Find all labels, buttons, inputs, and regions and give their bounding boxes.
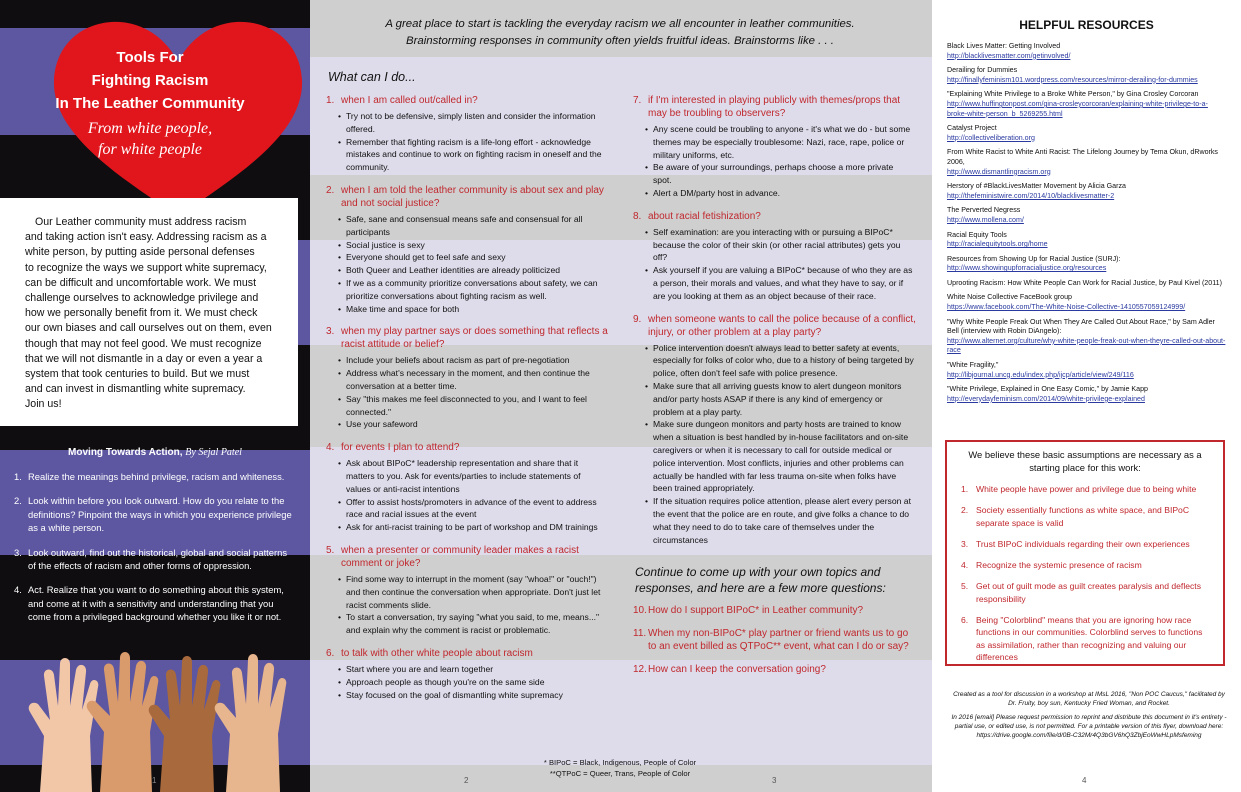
assumption-number: 1.	[961, 484, 969, 494]
resource-link[interactable]: http://www.huffingtonpost.com/gina-crosleycorcoran/explaining-white-privilege-to-a-broke-white-person_b_5269255.html	[947, 99, 1208, 118]
page-number: 3	[772, 776, 777, 785]
intro-line: how we personally benefit from it. We must check	[25, 307, 258, 320]
intro-paragraph	[0, 198, 298, 426]
resource-item	[947, 90, 1227, 119]
resource-item	[947, 148, 1227, 177]
resource-title: From White Racist to White Anti Racist: The Lifelong Journey by Tema Okun, dRworks 2006,	[947, 148, 1218, 166]
section-heading: What can I do...	[328, 70, 416, 84]
bullet-point: • To start a conversation, try saying "what you said, to me, means..." and explain why the comment is racist or problematic.	[326, 611, 607, 637]
page-number: 4	[1082, 776, 1087, 785]
bullet-point: • Ask for anti-racist training to be part of workshop and DM trainings	[326, 521, 607, 534]
intro-line: Join us!	[25, 398, 62, 411]
bullet-point: • Make sure dungeon monitors and party hosts are trained to know when a situation is best handled by in-house facilitators and on-site caregivers or when it is necessary to call for outside medical or police intervention. Most conflicts, injuries and other problems can actually be handled with far less trauma on-site when folks have been trained appropriately.	[633, 418, 914, 495]
heart-title	[30, 46, 270, 115]
assumption-item	[961, 559, 1209, 571]
hand-icon	[149, 656, 221, 792]
intro-line: challenge ourselves to acknowledge privilege and	[25, 292, 259, 305]
resource-item	[947, 124, 1227, 143]
credit-line: In 2016 [email] Please request permission to reprint and distribute this document in it's entirety - partial use, or edited use, is not permitted. For a printable version of this flyer, download here: https://drive.google.com/file/d/0B-C32Mr4Q3bGV6hQ3ZbjEoWwHLpMsfeming	[951, 714, 1227, 739]
question-heading	[326, 325, 611, 351]
bullet-point: • Say "this makes me feel disconnected to you, and I want to feel connected."	[326, 393, 607, 419]
question-block	[633, 313, 918, 547]
bullet-point: • Make time and space for both	[326, 303, 607, 316]
credits	[950, 690, 1228, 745]
question-heading	[326, 94, 611, 107]
bullet-point: • Start where you are and learn together	[326, 663, 607, 676]
question-number: 10.	[633, 605, 647, 617]
item-number: 1.	[14, 471, 22, 482]
resource-item	[947, 361, 1227, 380]
panel-1	[0, 0, 310, 792]
question-text: when I am called out/called in?	[341, 95, 478, 106]
hand-icon	[215, 654, 287, 792]
assumption-text: Society essentially functions as white space, and BIPoC separate space is valid	[976, 505, 1190, 528]
question-block	[326, 184, 611, 315]
footnote: **QTPoC = Queer, Trans, People of Color	[549, 769, 691, 778]
question-block	[633, 210, 918, 303]
heart-title-line: Fighting Racism	[91, 72, 209, 89]
resource-title: Herstory of #BlackLivesMatter Movement by Alicia Garza	[947, 182, 1126, 191]
item-number: 4.	[14, 584, 22, 596]
hand-icon	[87, 652, 159, 792]
bullet-point: • Ask yourself if you are valuing a BIPoC* because of who they are as a person, their morals and values, and what they have to say, or if are you looking at them as an object because of their race.	[633, 264, 914, 302]
intro-line: that we will not dismantle in a day or even a year a	[25, 352, 263, 365]
question-block	[633, 663, 918, 676]
question-number: 11.	[633, 628, 647, 640]
assumption-text: Recognize the systemic presence of racism	[976, 560, 1142, 571]
bullet-point: • Include your beliefs about racism as part of pre-negotiation	[326, 354, 607, 367]
question-text: when my play partner says or does something that reflects a racist attitude or belief?	[341, 326, 608, 351]
bullet-point: • Everyone should get to feel safe and sexy	[326, 251, 607, 264]
resource-title: Catalyst Project	[947, 124, 997, 133]
question-text: When my non-BIPoC* play partner or friend wants us to go to an event billed as QTPoC** event, what can I do or say?	[648, 628, 909, 653]
resource-item	[947, 385, 1227, 404]
question-block	[326, 94, 611, 174]
resource-link[interactable]: http://www.alternet.org/culture/why-white-people-freak-out-when-theyre-called-out-about-race	[947, 336, 1226, 355]
bullet-point: • If we as a community prioritize conversations about safety, we can prioritize conversations about fighting racism as well.	[326, 277, 607, 303]
heart-title-line: Tools For	[116, 49, 184, 66]
resource-link[interactable]: http://libjournal.uncg.edu/index.php/ijcp/article/view/249/116	[947, 370, 1134, 379]
resource-title: "Why White People Freak Out When They Are Called Out About Race," by Sam Adler Bell (interview with Robin DiAngelo):	[947, 317, 1215, 336]
resource-item	[947, 66, 1227, 85]
resource-link[interactable]: https://www.facebook.com/The-White-Noise-Collective-1410557059124999/	[947, 303, 1186, 312]
credit-line: Created as a tool for discussion in a workshop at IMsL 2016, "Non POC Caucus," facilitated by Dr. Fruity, boy sun, Kentucky Fried Woman, and Rocket.	[953, 691, 1225, 707]
item-text: Act. Realize that you want to do something about this system, and come at it with a sensitivity and understanding that you come from a privileged background whether you like it or not.	[28, 584, 284, 623]
bullet-point: • Ask about BIPoC* leadership representation and share that it matters to you. Ask for events/parties to include statements of values or anti-racist intentions	[326, 457, 607, 495]
resource-link[interactable]: http://finallyfeminism101.wordpress.com/resources/mirror-derailing-for-dummies	[947, 75, 1198, 84]
resources-title: HELPFUL RESOURCES	[1019, 18, 1154, 32]
assumption-item	[961, 614, 1209, 663]
intro-line: can be difficult and uncomfortable work. We must	[25, 276, 257, 289]
assumption-number: 6.	[961, 615, 969, 626]
assumption-item	[961, 538, 1209, 550]
assumption-text: Get out of guilt mode as guilt creates paralysis and deflects responsibility	[976, 581, 1201, 604]
question-block	[633, 604, 918, 617]
bullet-point: • Police intervention doesn't always lead to better safety at events, especially for folks of color who, due to a history of being targeted by police, often don't feel safe with police presence.	[633, 342, 914, 380]
question-heading	[633, 313, 918, 339]
assumption-text: Being "Colorblind" means that you are ignoring how race functions in our communities. Colorblind serves to functions as assimilation, rather than recognizing and valuing our differences	[976, 615, 1203, 662]
question-number: 2.	[326, 184, 335, 196]
page-number: 1	[152, 776, 157, 785]
bullet-point: • Safe, sane and consensual means safe and consensual for all participants	[326, 213, 607, 239]
resource-title: White Noise Collective FaceBook group	[947, 293, 1072, 302]
bullet-point: • Stay focused on the goal of dismantling white supremacy	[326, 689, 607, 702]
resource-title: "Explaining White Privilege to a Broke White Person," by Gina Crosley Corcoran	[947, 90, 1199, 99]
heart-title-line: In The Leather Community	[55, 95, 245, 112]
question-number: 4.	[326, 442, 335, 454]
question-text: to talk with other white people about racism	[341, 647, 533, 659]
heart-subtitle	[40, 118, 260, 160]
action-item	[14, 494, 296, 534]
question-number: 1.	[326, 95, 335, 106]
question-heading	[326, 184, 611, 210]
bullet-point: • Social justice is sexy	[326, 239, 607, 252]
resource-item	[947, 206, 1227, 225]
question-heading	[633, 663, 918, 676]
intro-line: Our Leather community must address racism	[35, 216, 247, 228]
intro-line: our own biases and call ourselves out on them, even	[25, 322, 272, 335]
resource-title: "White Privilege, Explained in One Easy Comic," by Jamie Kapp	[947, 385, 1148, 394]
question-number: 5.	[326, 544, 335, 556]
question-heading	[326, 441, 611, 454]
bullet-point: • Any scene could be troubling to anyone - it's what we do - but some themes may be especially troublesome: Nazi, race, rape, police or military uniforms, etc.	[633, 123, 914, 161]
resource-item	[947, 293, 1227, 312]
bullet-point: • Offer to assist hosts/promoters in advance of the event to address race and racial issues at the event	[326, 496, 607, 522]
bullet-point: • Be aware of your surroundings, perhaps choose a more private spot.	[633, 161, 914, 187]
action-title-text: Moving Towards Action,	[68, 447, 183, 458]
action-item	[14, 583, 296, 623]
question-block	[326, 647, 611, 701]
bullet-point: • Find some way to interrupt in the moment (say "whoa!" or "ouch!") and then continue the conversation when appropriate. Don't just let racist comments slide.	[326, 573, 607, 611]
intro-line: system that took centuries to build. But we must	[25, 368, 250, 381]
question-number: 7.	[633, 95, 642, 106]
resource-link[interactable]: http://blacklivesmatter.com/getinvolved/	[947, 51, 1071, 60]
question-number: 3.	[326, 326, 335, 338]
continue-prompt: Continue to come up with your own topics and responses, and here are a few more questions:	[635, 565, 886, 596]
resource-item	[947, 255, 1227, 274]
item-text: Look within before you look outward. How do you relate to the definitions? Pinpoint the ways in which you experience privilege as a white person.	[28, 495, 292, 534]
resource-link[interactable]: http://racialequitytools.org/home	[947, 240, 1048, 249]
bullet-point: • Try not to be defensive, simply listen and consider the information offered.	[326, 110, 607, 136]
bullet-point: • Alert a DM/party host in advance.	[633, 187, 914, 200]
resource-link[interactable]: http://thefeministwire.com/2014/10/blacklivesmatter-2	[947, 191, 1115, 200]
assumption-text: Trust BIPoC individuals regarding their own experiences	[976, 538, 1190, 549]
resource-title: Racial Equity Tools	[947, 230, 1007, 239]
resource-item	[947, 279, 1227, 289]
question-text: if I'm interested in playing publicly with themes/props that may be troubling to observers?	[648, 95, 901, 119]
questions-left-column	[326, 94, 611, 711]
question-number: 6.	[326, 647, 335, 659]
resource-link[interactable]: http://www.dismantlingracism.org	[947, 167, 1051, 176]
footnotes	[510, 757, 730, 779]
assumption-number: 5.	[961, 581, 969, 592]
assumption-number: 3.	[961, 538, 969, 549]
intro-line: to recognize the ways we support white supremacy,	[25, 261, 267, 274]
action-item	[14, 546, 296, 573]
question-heading	[326, 544, 611, 570]
item-text: Realize the meanings behind privilege, racism and whiteness.	[28, 471, 285, 482]
assumption-text: White people have power and privilege due to being white	[976, 484, 1197, 494]
question-block	[633, 94, 918, 200]
question-number: 9.	[633, 313, 642, 325]
intro-line: A great place to start is tackling the everyday racism we all encounter in leather communities.	[385, 18, 855, 30]
resource-link[interactable]: http://www.mollena.com/	[947, 215, 1024, 224]
item-text: Look outward, find out the historical, global and social patterns of the effects of racism and other forms of oppression.	[28, 546, 288, 572]
bullet-point: • Self examination: are you interacting with or pursuing a BIPoC* because the color of their skin (or other racial attributes) gets you off?	[633, 226, 914, 264]
heart-subtitle-line: From white people,	[87, 120, 213, 137]
bullet-point: • Address what's necessary in the moment, and then continue the conversation at a better time.	[326, 367, 607, 393]
intro-line: Brainstorming responses in community often yields fruitful ideas. Brainstorms like . . .	[406, 35, 834, 47]
resource-item	[947, 318, 1227, 356]
resource-link[interactable]: http://collectiveliberation.org	[947, 133, 1035, 142]
questions-right-column	[633, 94, 918, 686]
question-number: 12.	[633, 664, 647, 676]
question-block	[326, 441, 611, 534]
bullet-point: • If the situation requires police attention, please alert every person at the event that the police are en route, and give folks a chance to do what they need to do to take care of themselves under the circumstances	[633, 495, 914, 546]
assumption-item	[961, 483, 1209, 495]
action-author: By Sejal Patel	[185, 447, 242, 458]
question-text: when a presenter or community leader makes a racist comment or joke?	[341, 544, 579, 569]
resource-item	[947, 231, 1227, 250]
question-heading	[326, 647, 611, 660]
bullet-point: • Make sure that all arriving guests know to alert dungeon monitors and/or party hosts ASAP if there is any kind of emergency or problem at a play party.	[633, 380, 914, 418]
assumptions-list	[961, 483, 1209, 663]
question-block	[326, 544, 611, 637]
panel-4	[932, 0, 1241, 792]
question-heading	[633, 210, 918, 223]
bullet-point: • Use your safeword	[326, 418, 607, 431]
bullet-point: • Remember that fighting racism is a life-long effort - acknowledge mistakes and continue to work on fighting racism in oneself and the community.	[326, 136, 607, 174]
question-block	[633, 627, 918, 653]
assumption-item	[961, 504, 1209, 529]
question-text: How do I support BIPoC* in Leather community?	[648, 605, 864, 617]
question-text: when I am told the leather community is about sex and play and not social justice?	[341, 184, 604, 209]
resource-title: Black Lives Matter: Getting Involved	[947, 42, 1061, 50]
action-title	[0, 434, 310, 470]
question-block	[326, 325, 611, 431]
intro-line: and taking action isn't easy. Addressing racism as a	[25, 231, 267, 244]
item-number: 3.	[14, 546, 22, 558]
resource-title: Derailing for Dummies	[947, 66, 1018, 75]
assumption-number: 2.	[961, 505, 969, 516]
question-heading	[633, 94, 918, 120]
question-number: 8.	[633, 210, 642, 222]
resources-list	[932, 42, 1241, 404]
question-text: for events I plan to attend?	[341, 442, 460, 454]
resource-link[interactable]: http://www.showingupforracialjustice.org/resources	[947, 264, 1107, 273]
footnote: * BIPoC = Black, Indigenous, People of Color	[543, 758, 697, 767]
resource-title: "White Fragility,"	[947, 361, 999, 370]
resource-item	[947, 42, 1227, 61]
question-heading	[633, 627, 918, 653]
question-text: when someone wants to call the police because of a conflict, injury, or other problem at a play party?	[648, 313, 916, 338]
assumption-number: 4.	[961, 560, 969, 571]
action-list	[0, 470, 310, 624]
assumptions-box	[945, 440, 1225, 666]
resource-title: Resources from Showing Up for Racial Justice (SURJ):	[947, 254, 1121, 263]
intro-line: and can invest in dismantling white supremacy.	[25, 383, 246, 396]
intro-line: white person, by putting aside personal defenses	[25, 246, 255, 259]
assumptions-title: We believe these basic assumptions are necessary as a starting place for this work:	[968, 449, 1202, 473]
question-text: How can I keep the conversation going?	[648, 664, 826, 676]
resource-item	[947, 182, 1227, 201]
resource-title: The Perverted Negress	[947, 206, 1021, 215]
assumption-item	[961, 580, 1209, 605]
panels-2-3	[310, 0, 932, 792]
resource-title: Uprooting Racism: How White People Can Work for Racial Justice, by Paul Kivel (2011)	[947, 278, 1222, 287]
action-item	[14, 470, 296, 483]
raised-hands-illustration	[0, 640, 310, 792]
hand-icon	[29, 658, 99, 792]
question-heading	[633, 604, 918, 617]
intro-line: though that may not feel good. We must recognize	[25, 337, 262, 350]
resource-link[interactable]: http://everydayfeminism.com/2014/09/white-privilege-explained	[947, 394, 1145, 403]
intro-text	[340, 16, 900, 50]
bullet-point: • Approach people as though you're on the same side	[326, 676, 607, 689]
page-number: 2	[464, 776, 469, 785]
item-number: 2.	[14, 495, 22, 507]
question-text: about racial fetishization?	[648, 210, 761, 222]
heart-subtitle-line: for white people	[98, 141, 202, 158]
bullet-point: • Both Queer and Leather identities are already politicized	[326, 264, 607, 277]
